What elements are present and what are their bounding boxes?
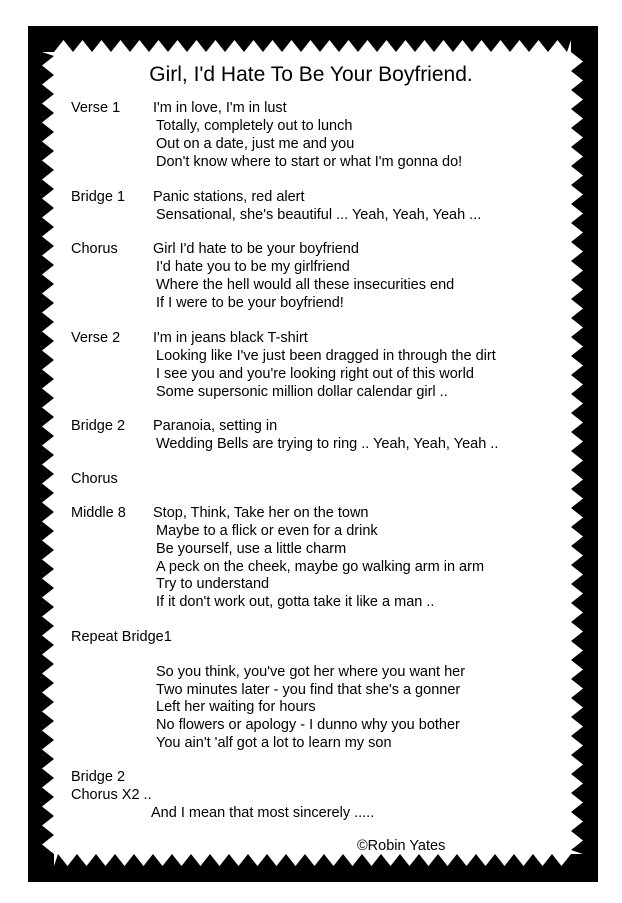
section-label-chorus-2: Chorus xyxy=(71,471,118,487)
lyric-line: Sensational, she's beautiful ... Yeah, Yeah, Yeah ... xyxy=(156,207,482,223)
lyric-line: Be yourself, use a little charm xyxy=(156,541,347,557)
lyric-line: Don't know where to start or what I'm gonna do! xyxy=(156,154,463,170)
lyric-line: So you think, you've got her where you want her xyxy=(156,664,466,680)
lyric-line: Some supersonic million dollar calendar girl .. xyxy=(156,384,448,400)
copyright-notice: ©Robin Yates xyxy=(357,838,446,854)
lyric-line: Try to understand xyxy=(156,576,270,592)
lyric-line: If I were to be your boyfriend! xyxy=(156,295,344,311)
lyric-line: If it don't work out, gotta take it like a man .. xyxy=(156,594,435,610)
lyric-line: Girl I'd hate to be your boyfriend xyxy=(153,241,359,257)
lyric-line: Paranoia, setting in xyxy=(153,418,278,434)
lyric-line: A peck on the cheek, maybe go walking arm in arm xyxy=(156,559,485,575)
lyric-line: Maybe to a flick or even for a drink xyxy=(156,523,378,539)
lyric-line: Stop, Think, Take her on the town xyxy=(153,505,369,521)
section-label-verse-1: Verse 1 xyxy=(71,100,121,116)
section-label-middle-8: Middle 8 xyxy=(71,505,126,521)
section-label-chorus: Chorus xyxy=(71,241,118,257)
lyric-line: You ain't 'alf got a lot to learn my son xyxy=(156,735,392,751)
lyric-line: Looking like I've just been dragged in through the dirt xyxy=(156,348,496,364)
lyric-line: I'm in love, I'm in lust xyxy=(153,100,287,116)
section-label-bridge-1: Bridge 1 xyxy=(71,189,126,205)
section-label-bridge-2-final: Bridge 2 xyxy=(71,769,126,785)
lyric-line: Out on a date, just me and you xyxy=(156,136,355,152)
lyric-line: Panic stations, red alert xyxy=(153,189,305,205)
section-label-verse-2: Verse 2 xyxy=(71,330,121,346)
section-label-bridge-2: Bridge 2 xyxy=(71,418,126,434)
lyric-line: I see you and you're looking right out of this world xyxy=(156,366,474,382)
section-label-chorus-x2: Chorus X2 .. xyxy=(71,787,152,803)
section-label-repeat-bridge-1: Repeat Bridge1 xyxy=(71,629,172,645)
lyric-line: Totally, completely out to lunch xyxy=(156,118,353,134)
closing-line: And I mean that most sincerely ..... xyxy=(151,805,375,821)
lyric-line: No flowers or apology - I dunno why you bother xyxy=(156,717,460,733)
lyric-line: Where the hell would all these insecurities end xyxy=(156,277,455,293)
lyric-line: Left her waiting for hours xyxy=(156,699,316,715)
lyric-line: Wedding Bells are trying to ring .. Yeah, Yeah, Yeah .. xyxy=(156,436,499,452)
lyric-line: I'm in jeans black T-shirt xyxy=(153,330,308,346)
song-title: Girl, I'd Hate To Be Your Boyfriend. xyxy=(149,63,473,86)
lyric-line: Two minutes later - you find that she's a gonner xyxy=(156,682,461,698)
lyric-line: I'd hate you to be my girlfriend xyxy=(156,259,350,275)
